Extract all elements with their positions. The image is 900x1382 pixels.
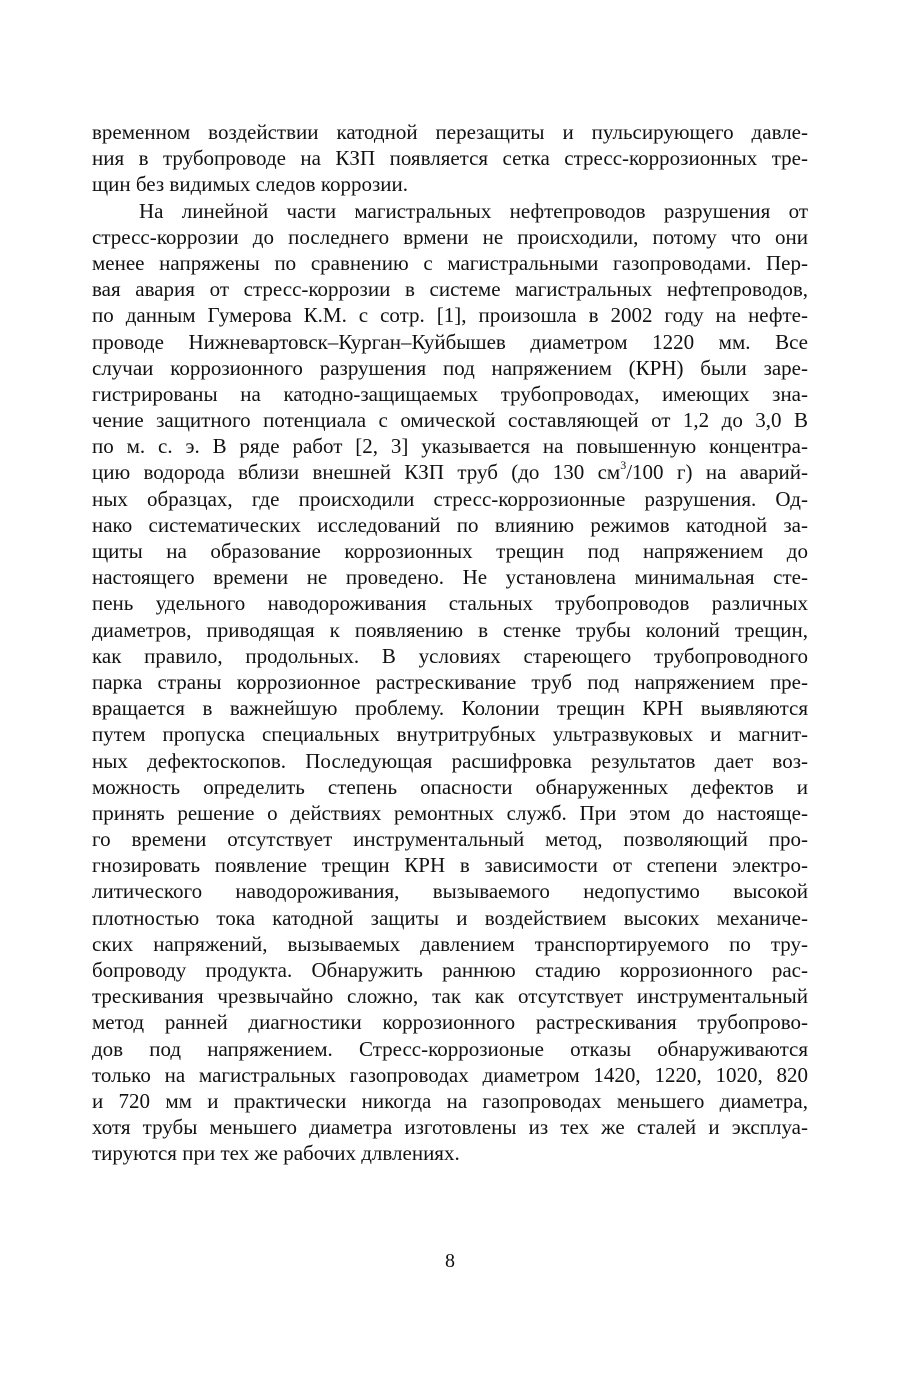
text-line: как правило, продольных. В условиях стареющего трубопроводного	[92, 643, 808, 668]
text-line: пень удельного наводороживания стальных трубопроводов различных	[92, 591, 808, 616]
text-line: вая авария от стресс-коррозии в системе магистральных нефтепроводов,	[92, 277, 808, 302]
text-line: ния в трубопроводе на КЗП появляется сетка стресс-коррозионных тре-	[92, 146, 808, 171]
text-line: хотя трубы меньшего диаметра изготовлены из тех же сталей и эксплуа-	[92, 1115, 808, 1140]
text-line: диаметров, приводящая к появляению в стенке трубы колоний трещин,	[92, 617, 808, 642]
page-number: 8	[445, 1250, 455, 1272]
text-line: вращается в важнейшую проблему. Колонии трещин КРН выявляются	[92, 696, 808, 721]
text-line: щин без видимых следов коррозии.	[92, 172, 409, 197]
text-line: только на магистральных газопроводах диаметром 1420, 1220, 1020, 820	[92, 1062, 808, 1087]
text-line: проводе Нижневартовск–Курган–Куйбышев диаметром 1220 мм. Все	[92, 329, 808, 354]
text-fragment: цию водорода вблизи внешней КЗП труб (до 130 см	[92, 460, 621, 485]
text-fragment: /100 г) на аварий-	[626, 460, 808, 485]
text-line: щиты на образование коррозионных трещин под напряжением до	[92, 539, 808, 563]
text-line: дов под напряжением. Стресс-коррозионые отказы обнаруживаются	[92, 1036, 808, 1061]
text-line: метод ранней диагностики коррозионного растрескивания трубопрово-	[92, 1010, 808, 1035]
text-line: трескивания чрезвычайно сложно, так как отсутствует инструментальный	[92, 984, 808, 1009]
text-line: тируются при тех же рабочих длвлениях.	[92, 1141, 460, 1166]
text-line: случаи коррозионного разрушения под напряжением (КРН) были заре-	[92, 355, 808, 380]
text-line: чение защитного потенциала с омической составляющей от 1,2 до 3,0 В	[92, 408, 808, 433]
text-line: го времени отсутствует инструментальный метод, позволяющий про-	[92, 827, 808, 852]
text-line: временном воздействии катодной перезащиты и пульсирующего давле-	[92, 120, 808, 144]
text-line: ных дефектоскопов. Последующая расшифровка результатов дает воз-	[92, 748, 808, 773]
text-line: плотностью тока катодной защиты и воздействием высоких механиче-	[92, 905, 808, 930]
text-line: парка страны коррозионное растрескивание труб под напряжением пре-	[92, 669, 808, 694]
text-line: настоящего времени не проведено. Не установлена минимальная сте-	[92, 565, 808, 590]
text-line: по данным Гумерова К.М. с сотр. [1], произошла в 2002 году на нефте-	[92, 303, 808, 328]
body-text	[92, 119, 808, 1167]
text-line: принять решение о действиях ремонтных служб. При этом до настояще-	[92, 800, 808, 825]
text-line: по м. с. э. В ряде работ [2, 3] указывается на повышенную концентра-	[92, 434, 808, 459]
text-line: гистрированы на катодно-защищаемых трубопроводах, имеющих зна-	[92, 381, 808, 406]
text-line: можность определить степень опасности обнаруженных дефектов и	[92, 774, 808, 799]
superscript: 3	[620, 458, 627, 473]
text-line-with-superscript	[92, 459, 808, 485]
text-line: стресс-коррозии до последнего врмени не происходили, потому что они	[92, 224, 808, 249]
text-line: менее напряжены по сравнению с магистральными газопроводами. Пер-	[92, 250, 808, 275]
text-line: гнозировать появление трещин КРН в зависимости от степени электро-	[92, 853, 808, 878]
text-line: бопроводу продукта. Обнаружить раннюю стадию коррозионного рас-	[92, 958, 808, 982]
text-line: путем пропуска специальных внутритрубных ультразвуковых и магнит-	[92, 722, 808, 747]
text-line: ских напряжений, вызываемых давлением транспортируемого по тру-	[92, 931, 808, 956]
text-line: литического наводороживания, вызываемого недопустимо высокой	[92, 879, 808, 904]
text-line: ных образцах, где происходили стресс-коррозионные разрушения. Од-	[92, 486, 808, 511]
paragraph-first-line: На линейной части магистральных нефтепроводов разрушения от	[139, 198, 808, 223]
text-line: и 720 мм и практически никогда на газопроводах меньшего диаметра,	[92, 1088, 808, 1113]
text-line: нако систематических исследований по влиянию режимов катодной за-	[92, 512, 808, 537]
